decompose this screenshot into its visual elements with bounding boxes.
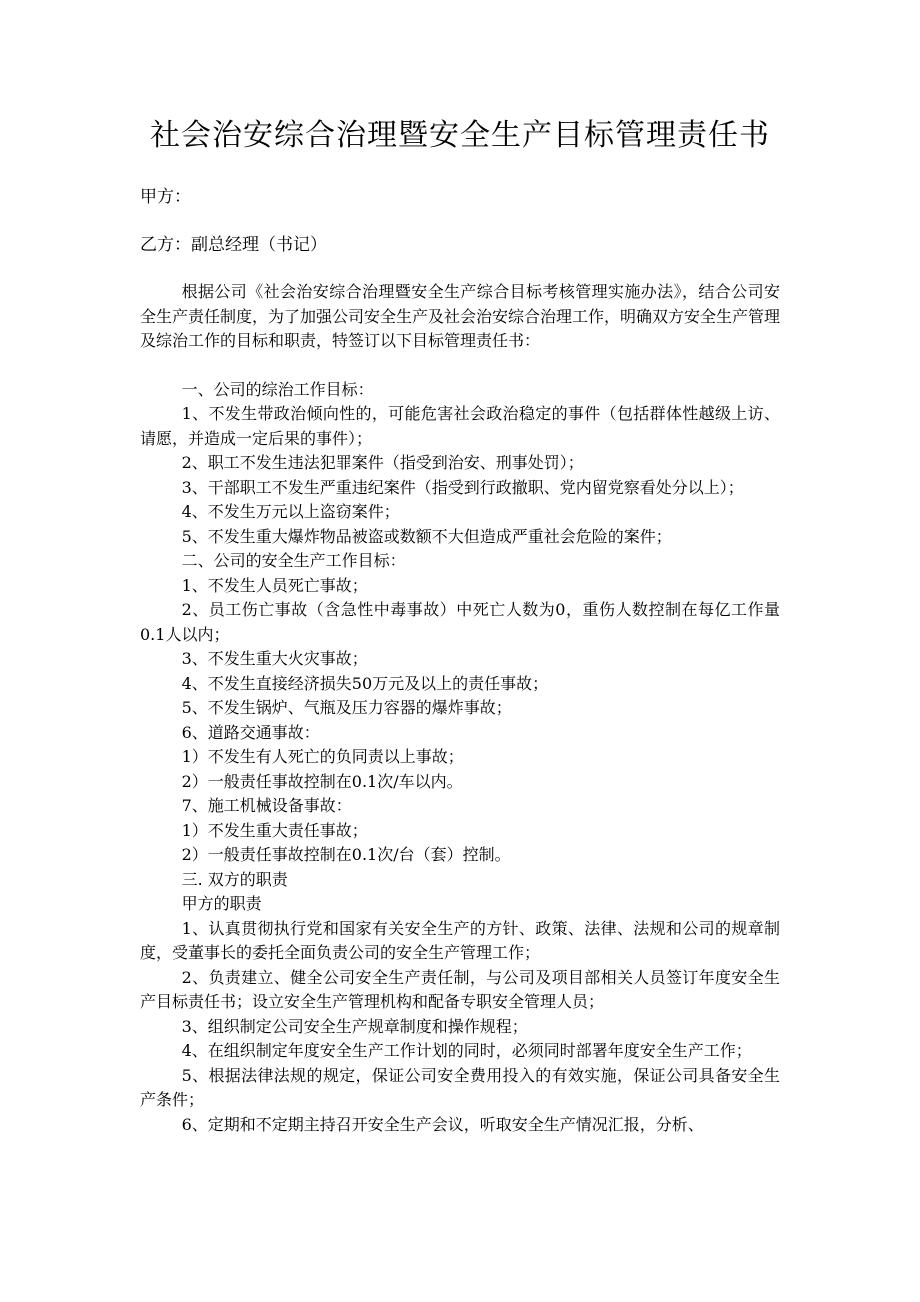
section-2-item: 7、施工机械设备事故：	[181, 796, 352, 815]
section-2-item: 6、道路交通事故：	[181, 722, 320, 742]
machinery-subitem: 1）不发生重大责任事故；	[181, 820, 368, 840]
party-b-label: 乙方：副总经理（书记）	[140, 235, 327, 255]
section-2-item: 3、不发生重大火灾事故；	[181, 649, 368, 668]
section-2-item: 5、不发生锅炉、气瓶及压力容器的爆炸事故；	[181, 698, 512, 717]
section-1-item: 4、不发生万元以上盗窃案件；	[181, 502, 400, 521]
section-2-item: 1、不发生人员死亡事故；	[181, 575, 368, 595]
section-1-item: 5、不发生重大爆炸物品被盗或数额不大但造成严重社会危险的案件；	[181, 526, 672, 546]
duty-item: 1、认真贯彻执行党和国家有关安全生产的方针、政策、法律、法规和公司的规章制度，受董事长的委托全面负责公司的安全生产管理工作；	[140, 918, 780, 962]
party-a-label: 甲方：	[140, 187, 191, 207]
section-1-heading: 一、公司的综治工作目标：	[181, 379, 374, 399]
section-1-item: 2、职工不发生违法犯罪案件（指受到治安、刑事处罚）；	[181, 453, 584, 472]
section-2-heading: 二、公司的安全生产工作目标：	[181, 551, 406, 570]
section-1-item: 3、干部职工不发生严重违纪案件（指受到行政撤职、党内留党察看处分以上）；	[181, 477, 744, 497]
document-title: 社会治安综合治理暨安全生产目标管理责任书	[150, 118, 770, 153]
section-2-item: 2、员工伤亡事故（含急性中毒事故）中死亡人数为0，重伤人数控制在每亿工作量0.1人以内；	[140, 600, 780, 644]
section-2-item: 4、不发生直接经济损失50万元及以上的责任事故；	[181, 673, 549, 693]
section-1-item: 1、不发生带政治倾向性的，可能危害社会政治稳定的事件（包括群体性越级上访、请愿，并造成一定后果的事件）；	[140, 404, 780, 448]
machinery-subitem: 2）一般责任事故控制在0.1次/台（套）控制。	[181, 845, 511, 864]
duty-item: 3、组织制定公司安全生产规章制度和操作规程；	[181, 1016, 528, 1036]
document-body	[140, 280, 780, 1137]
duty-item: 5、根据法律法规的规定，保证公司安全费用投入的有效实施，保证公司具备安全生产条件；	[140, 1065, 780, 1109]
traffic-subitem: 2）一般责任事故控制在0.1次/车以内。	[181, 771, 463, 791]
duty-item: 2、负责建立、健全公司安全生产责任制，与公司及项目部相关人员签订年度安全生产目标责任书；设立安全生产管理机构和配备专职安全管理人员；	[140, 967, 780, 1011]
party-a-duties-heading: 甲方的职责	[181, 894, 262, 913]
spacer	[140, 354, 780, 378]
traffic-subitem: 1）不发生有人死亡的负同责以上事故；	[181, 747, 464, 766]
duty-item: 4、在组织制定年度安全生产工作计划的同时，必须同时部署年度安全生产工作；	[181, 1041, 752, 1060]
intro-paragraph: 根据公司《社会治安综合治理暨安全生产综合目标考核管理实施办法》，结合公司安全生产责任制度，为了加强公司安全生产及社会治安综合治理工作，明确双方安全生产管理及综治工作的目标和职责，特签订以下目标管理责任书：	[140, 282, 781, 350]
duty-item: 6、定期和不定期主持召开安全生产会议，听取安全生产情况汇报，分析、	[181, 1114, 704, 1134]
section-3-heading: 三. 双方的职责	[181, 869, 288, 889]
